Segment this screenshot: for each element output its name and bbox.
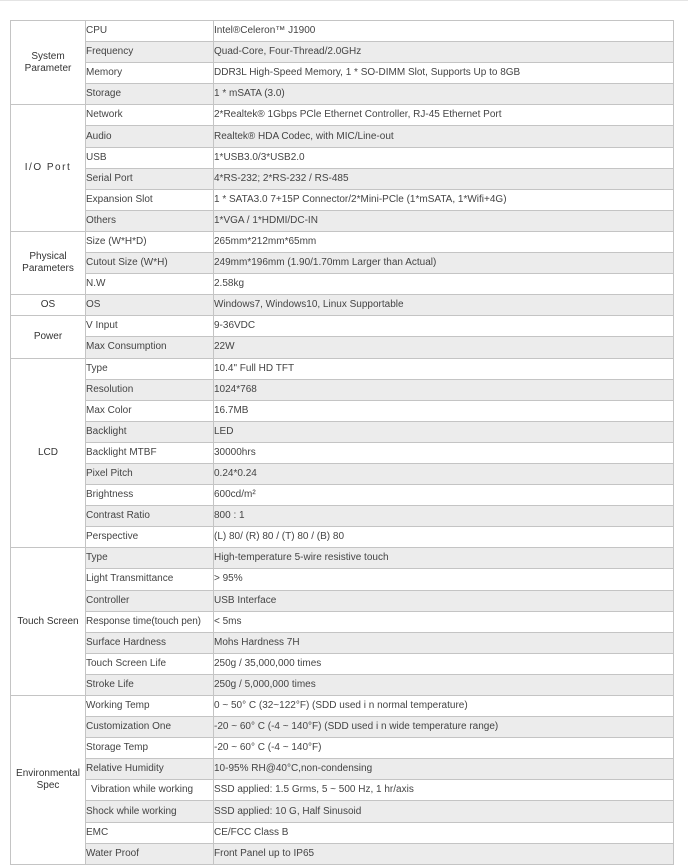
parameter-name: Pixel Pitch (86, 463, 214, 484)
parameter-value: -20 ~ 60° C (-4 ~ 140°F) (214, 738, 674, 759)
parameter-name: Touch Screen Life (86, 653, 214, 674)
parameter-value: 250g / 35,000,000 times (214, 653, 674, 674)
parameter-name: V Input (86, 316, 214, 337)
spec-row (11, 147, 674, 168)
parameter-name: Max Color (86, 400, 214, 421)
category-label: I/O Port (24, 162, 72, 174)
parameter-value: LED (214, 421, 674, 442)
spec-row (11, 717, 674, 738)
spec-row (11, 674, 674, 695)
parameter-name: Light Transmittance (86, 569, 214, 590)
parameter-value: 800 : 1 (214, 506, 674, 527)
parameter-value: (L) 80/ (R) 80 / (T) 80 / (B) 80 (214, 527, 674, 548)
parameter-value: 16.7MB (214, 400, 674, 421)
category-cell (11, 21, 86, 105)
parameter-name: Stroke Life (86, 674, 214, 695)
spec-row (11, 168, 674, 189)
parameter-value: 10-95% RH@40°C,non-condensing (214, 759, 674, 780)
category-cell (11, 105, 86, 232)
parameter-name: Water Proof (86, 843, 214, 864)
parameter-value: SSD applied: 1.5 Grms, 5 ~ 500 Hz, 1 hr/axis (214, 780, 674, 801)
parameter-value: CE/FCC Class B (214, 822, 674, 843)
parameter-name: Size (W*H*D) (86, 231, 214, 252)
parameter-value: 250g / 5,000,000 times (214, 674, 674, 695)
parameter-name: Audio (86, 126, 214, 147)
category-cell (11, 358, 86, 548)
spec-row (11, 21, 674, 42)
parameter-value: Quad-Core, Four-Thread/2.0GHz (214, 42, 674, 63)
spec-row (11, 485, 674, 506)
spec-row (11, 843, 674, 864)
category-cell (11, 316, 86, 358)
parameter-name: Storage Temp (86, 738, 214, 759)
spec-row (11, 421, 674, 442)
spec-row (11, 210, 674, 231)
parameter-name: Storage (86, 84, 214, 105)
parameter-name: Working Temp (86, 696, 214, 717)
parameter-name: N.W (86, 274, 214, 295)
parameter-value: 249mm*196mm (1.90/1.70mm Larger than Actual) (214, 253, 674, 274)
spec-row (11, 653, 674, 674)
parameter-name: Memory (86, 63, 214, 84)
category-label: Environmental Spec (16, 767, 80, 791)
parameter-value: 0 ~ 50° C (32~122°F) (SDD used i n normal temperature) (214, 696, 674, 717)
spec-row (11, 611, 674, 632)
parameter-name: Type (86, 358, 214, 379)
spec-row (11, 42, 674, 63)
spec-row (11, 84, 674, 105)
spec-table (10, 20, 674, 865)
parameter-name: Serial Port (86, 168, 214, 189)
parameter-name: Response time(touch pen) (86, 611, 214, 632)
spec-row (11, 63, 674, 84)
spec-row (11, 189, 674, 210)
spec-row (11, 316, 674, 337)
parameter-value: > 95% (214, 569, 674, 590)
parameter-value: Intel®Celeron™ J1900 (214, 21, 674, 42)
parameter-value: 9-36VDC (214, 316, 674, 337)
parameter-value: 1*USB3.0/3*USB2.0 (214, 147, 674, 168)
category-label: OS (40, 299, 56, 311)
spec-row (11, 463, 674, 484)
spec-row (11, 253, 674, 274)
spec-row (11, 295, 674, 316)
category-label: Physical Parameters (22, 251, 74, 275)
parameter-name: Contrast Ratio (86, 506, 214, 527)
parameter-value: 1*VGA / 1*HDMI/DC-IN (214, 210, 674, 231)
category-cell (11, 295, 86, 316)
parameter-name: Customization One (86, 717, 214, 738)
parameter-value: 1 * SATA3.0 7+15P Connector/2*Mini-PCle (1*mSATA, 1*Wifi+4G) (214, 189, 674, 210)
spec-row (11, 780, 674, 801)
spec-row (11, 569, 674, 590)
spec-row (11, 759, 674, 780)
spec-row (11, 126, 674, 147)
parameter-value: 30000hrs (214, 442, 674, 463)
parameter-name: Frequency (86, 42, 214, 63)
spec-row (11, 105, 674, 126)
spec-row (11, 632, 674, 653)
spec-row (11, 696, 674, 717)
parameter-value: Windows7, Windows10, Linux Supportable (214, 295, 674, 316)
parameter-value: Front Panel up to IP65 (214, 843, 674, 864)
parameter-value: DDR3L High-Speed Memory, 1 * SO-DIMM Slot, Supports Up to 8GB (214, 63, 674, 84)
parameter-value: 0.24*0.24 (214, 463, 674, 484)
spec-row (11, 527, 674, 548)
parameter-value: < 5ms (214, 611, 674, 632)
parameter-value: -20 ~ 60° C (-4 ~ 140°F) (SDD used i n wide temperature range) (214, 717, 674, 738)
parameter-value: 600cd/m² (214, 485, 674, 506)
parameter-name: Brightness (86, 485, 214, 506)
spec-row (11, 822, 674, 843)
parameter-name: Perspective (86, 527, 214, 548)
parameter-name: CPU (86, 21, 214, 42)
parameter-value: 4*RS-232; 2*RS-232 / RS-485 (214, 168, 674, 189)
spec-row (11, 274, 674, 295)
parameter-name: Shock while working (86, 801, 214, 822)
parameter-name: Vibration while working (86, 780, 214, 801)
parameter-value: 1024*768 (214, 379, 674, 400)
category-label: Power (33, 330, 63, 342)
spec-row (11, 337, 674, 358)
parameter-name: Backlight MTBF (86, 442, 214, 463)
parameter-value: Mohs Hardness 7H (214, 632, 674, 653)
spec-row (11, 400, 674, 421)
top-rule (0, 0, 688, 1)
spec-row (11, 590, 674, 611)
spec-row (11, 231, 674, 252)
parameter-name: Controller (86, 590, 214, 611)
parameter-name: Expansion Slot (86, 189, 214, 210)
parameter-value: 2*Realtek® 1Gbps PCle Ethernet Controller, RJ-45 Ethernet Port (214, 105, 674, 126)
category-cell (11, 548, 86, 696)
parameter-name: Network (86, 105, 214, 126)
spec-table-body (11, 21, 674, 865)
parameter-name: Relative Humidity (86, 759, 214, 780)
parameter-value: USB Interface (214, 590, 674, 611)
parameter-value: Realtek® HDA Codec, with MIC/Line-out (214, 126, 674, 147)
parameter-name: EMC (86, 822, 214, 843)
spec-row (11, 801, 674, 822)
spec-row (11, 738, 674, 759)
parameter-name: Backlight (86, 421, 214, 442)
category-label: LCD (37, 446, 58, 458)
parameter-name: Cutout Size (W*H) (86, 253, 214, 274)
spec-row (11, 379, 674, 400)
parameter-name: Type (86, 548, 214, 569)
category-cell (11, 231, 86, 294)
parameter-name: Resolution (86, 379, 214, 400)
category-label: System Parameter (24, 50, 72, 74)
parameter-value: 1 * mSATA (3.0) (214, 84, 674, 105)
parameter-value: 22W (214, 337, 674, 358)
parameter-name: USB (86, 147, 214, 168)
parameter-name: Max Consumption (86, 337, 214, 358)
parameter-value: SSD applied: 10 G, Half Sinusoid (214, 801, 674, 822)
parameter-name: OS (86, 295, 214, 316)
spec-row (11, 548, 674, 569)
parameter-name: Others (86, 210, 214, 231)
category-label: Touch Screen (17, 615, 79, 627)
spec-row (11, 358, 674, 379)
parameter-value: 265mm*212mm*65mm (214, 231, 674, 252)
spec-row (11, 442, 674, 463)
spec-row (11, 506, 674, 527)
parameter-value: High-temperature 5-wire resistive touch (214, 548, 674, 569)
parameter-value: 2.58kg (214, 274, 674, 295)
parameter-value: 10.4" Full HD TFT (214, 358, 674, 379)
parameter-name: Surface Hardness (86, 632, 214, 653)
